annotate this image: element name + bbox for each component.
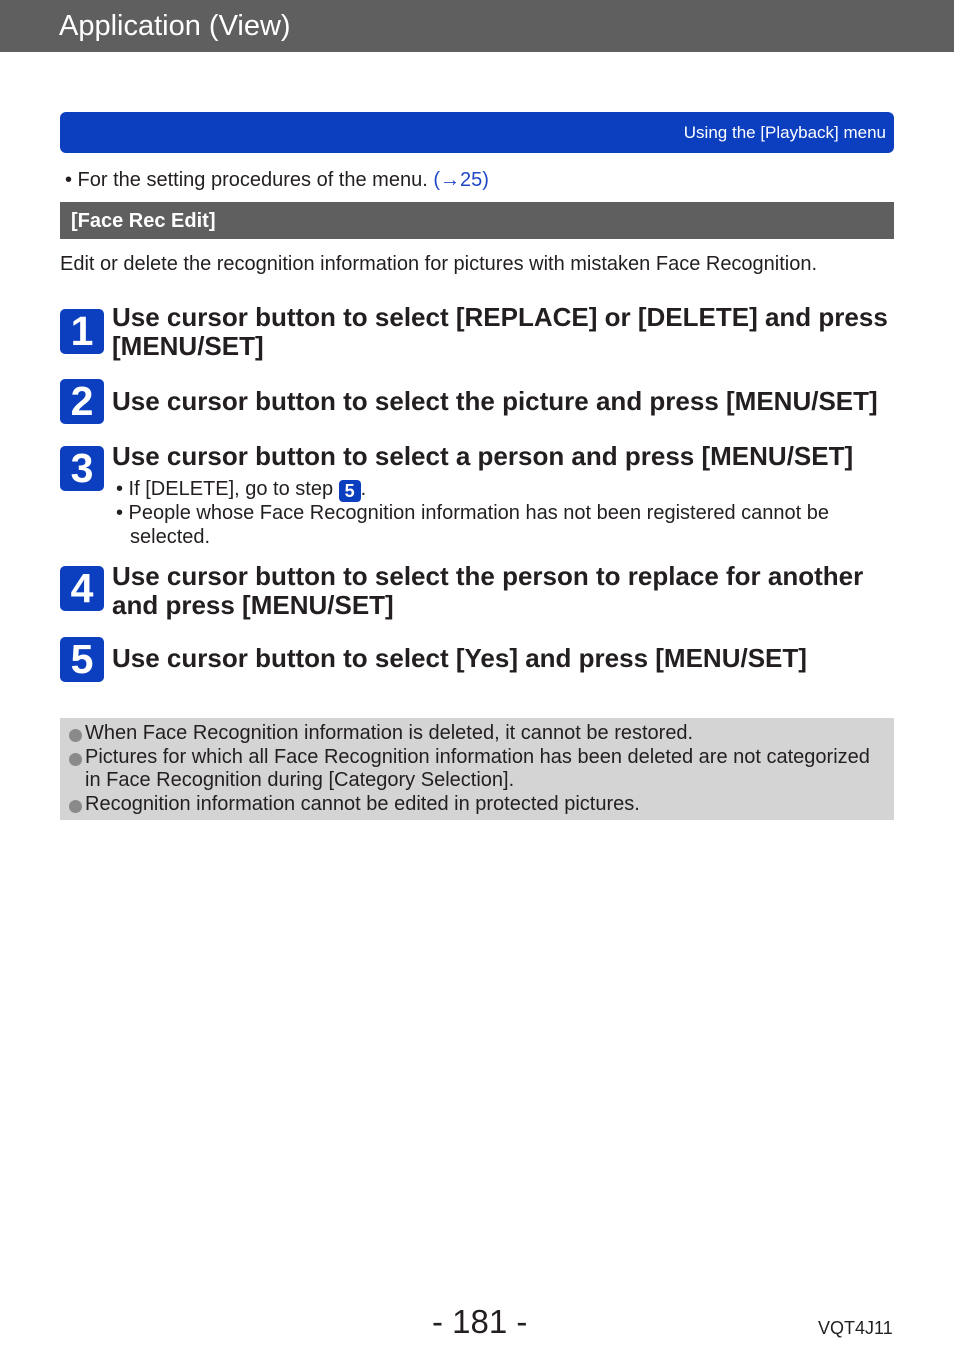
step-number-badge: 4: [60, 566, 104, 611]
section-banner: [60, 112, 894, 153]
step-instruction: Use cursor button to select [REPLACE] or [DELETE] and press [MENU/SET]: [112, 302, 888, 361]
bullet-dot-icon: [69, 800, 82, 813]
note-text: Recognition information cannot be edited in protected pictures.: [85, 793, 640, 816]
step-3-bullets: [116, 478, 896, 549]
bullet-text: • If [DELETE], go to step: [116, 478, 339, 500]
reference-note: [65, 168, 489, 192]
bullet-dot-icon: [69, 729, 82, 742]
page-reference-link[interactable]: (→25): [433, 169, 489, 191]
step-instruction: Use cursor button to select [Yes] and press [MENU/SET]: [112, 643, 807, 673]
step-reference-badge: 5: [339, 480, 361, 502]
step-instruction: Use cursor button to select the person to replace for another and press [MENU/SET]: [112, 561, 864, 620]
step-number-badge: 2: [60, 379, 104, 424]
notes-box: [60, 718, 894, 820]
step-number-badge: 1: [60, 309, 104, 354]
section-label: Using the [Playback] menu: [683, 123, 886, 142]
step-instruction: Use cursor button to select a person and press [MENU/SET]: [112, 441, 854, 471]
header-title: Application (View): [59, 10, 291, 42]
document-code: VQT4J11: [818, 1318, 893, 1338]
note-item: [68, 793, 888, 817]
note-text: Pictures for which all Face Recognition information has been deleted are not categorized in Face Recognition during [Category Selection].: [85, 745, 870, 792]
subheading-title: [Face Rec Edit]: [71, 210, 216, 232]
page-number: - 181 -: [432, 1303, 528, 1340]
page-header: [0, 0, 954, 52]
bullet-item: • People whose Face Recognition information has not been registered cannot be selected.: [116, 502, 830, 548]
note-item: [68, 746, 888, 793]
note-text: When Face Recognition information is deleted, it cannot be restored.: [85, 722, 694, 744]
step-number-badge: 3: [60, 446, 104, 491]
bullet-item: [116, 478, 896, 502]
subheading-bar: [60, 202, 894, 239]
note-item: [68, 722, 888, 746]
intro-text: Edit or delete the recognition information for pictures with mistaken Face Recognition.: [60, 253, 818, 275]
bullet-suffix: .: [360, 478, 367, 500]
bullet-dot-icon: [69, 753, 82, 766]
reference-note-text: • For the setting procedures of the menu.: [65, 169, 434, 191]
step-number-badge: 5: [60, 637, 104, 682]
step-instruction: Use cursor button to select the picture and press [MENU/SET]: [112, 386, 878, 416]
